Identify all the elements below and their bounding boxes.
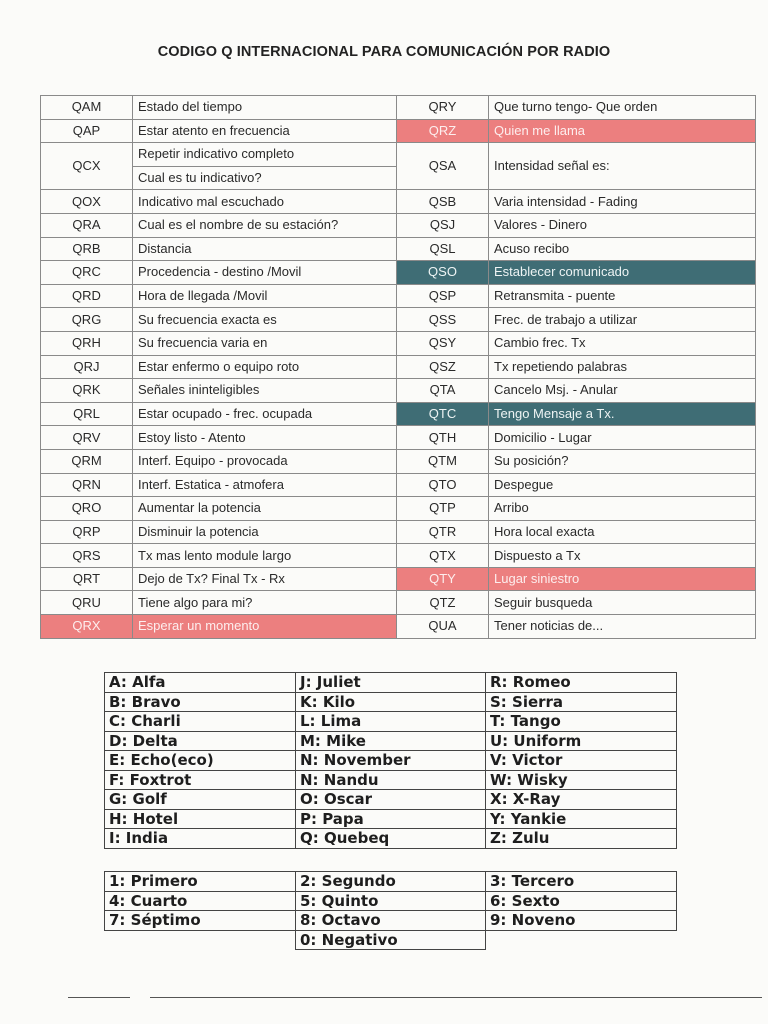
q-row xyxy=(41,119,756,143)
q-meaning: Cual es el nombre de su estación? xyxy=(133,213,397,237)
alphabet-cell: U: Uniform xyxy=(486,731,677,751)
q-meaning: Quien me llama xyxy=(489,119,756,143)
alphabet-cell: B: Bravo xyxy=(105,692,296,712)
q-code: QRV xyxy=(41,426,133,450)
alphabet-cell: O: Oscar xyxy=(296,790,486,810)
alphabet-cell-row xyxy=(105,712,677,732)
q-meaning: Su frecuencia exacta es xyxy=(133,308,397,332)
q-code: QRD xyxy=(41,284,133,308)
alphabet-cell-row xyxy=(105,809,677,829)
q-code: QSP xyxy=(397,284,489,308)
q-row xyxy=(41,190,756,214)
q-row xyxy=(41,544,756,568)
q-code: QSA xyxy=(397,143,489,190)
q-row xyxy=(41,567,756,591)
q-meaning: Tengo Mensaje a Tx. xyxy=(489,402,756,426)
alphabet-cell: D: Delta xyxy=(105,731,296,751)
q-meaning: Hora local exacta xyxy=(489,520,756,544)
q-row xyxy=(41,143,756,190)
alphabet-cell-row xyxy=(105,731,677,751)
alphabet-cell: T: Tango xyxy=(486,712,677,732)
alphabet-cell: X: X-Ray xyxy=(486,790,677,810)
q-code: QTH xyxy=(397,426,489,450)
alphabet-cell: P: Papa xyxy=(296,809,486,829)
q-row xyxy=(41,520,756,544)
phonetic-alphabet-table xyxy=(104,672,677,849)
number-cell xyxy=(486,930,677,950)
number-cell: 6: Sexto xyxy=(486,891,677,911)
q-row xyxy=(41,591,756,615)
number-cell xyxy=(105,930,296,950)
alphabet-cell: S: Sierra xyxy=(486,692,677,712)
q-code: QOX xyxy=(41,190,133,214)
number-cell: 8: Octavo xyxy=(296,911,486,931)
q-code: QRS xyxy=(41,544,133,568)
q-code: QRM xyxy=(41,449,133,473)
q-meaning: Su posición? xyxy=(489,449,756,473)
q-code: QRC xyxy=(41,261,133,285)
q-code: QTO xyxy=(397,473,489,497)
q-meaning: Dejo de Tx? Final Tx - Rx xyxy=(133,567,397,591)
alphabet-cell: Z: Zulu xyxy=(486,829,677,849)
q-code: QSY xyxy=(397,331,489,355)
number-cell: 0: Negativo xyxy=(296,930,486,950)
number-cell: 1: Primero xyxy=(105,872,296,892)
q-meaning: Tx repetiendo palabras xyxy=(489,355,756,379)
q-meaning: Estar enfermo o equipo roto xyxy=(133,355,397,379)
number-cell-row xyxy=(105,872,677,892)
q-meaning: Arribo xyxy=(489,497,756,521)
number-cell: 9: Noveno xyxy=(486,911,677,931)
alphabet-cell: N: Nandu xyxy=(296,770,486,790)
q-code: QTM xyxy=(397,449,489,473)
q-code: QRO xyxy=(41,497,133,521)
q-meaning: Cancelo Msj. - Anular xyxy=(489,379,756,403)
q-row xyxy=(41,497,756,521)
number-cell: 2: Segundo xyxy=(296,872,486,892)
alphabet-cell: W: Wisky xyxy=(486,770,677,790)
alphabet-cell-row xyxy=(105,673,677,693)
alphabet-cell: Q: Quebeq xyxy=(296,829,486,849)
q-meaning: Que turno tengo- Que orden xyxy=(489,96,756,120)
q-meaning: Cambio frec. Tx xyxy=(489,331,756,355)
q-meaning: Estoy listo - Atento xyxy=(133,426,397,450)
q-code: QSB xyxy=(397,190,489,214)
q-code: QRT xyxy=(41,567,133,591)
q-meaning: Señales ininteligibles xyxy=(133,379,397,403)
q-code: QSL xyxy=(397,237,489,261)
q-code: QRJ xyxy=(41,355,133,379)
alphabet-cell: V: Victor xyxy=(486,751,677,771)
number-cell: 3: Tercero xyxy=(486,872,677,892)
q-code: QSJ xyxy=(397,213,489,237)
alphabet-cell: J: Juliet xyxy=(296,673,486,693)
alphabet-cell: L: Lima xyxy=(296,712,486,732)
number-cell-row xyxy=(105,891,677,911)
number-cell: 5: Quinto xyxy=(296,891,486,911)
number-cell: 4: Cuarto xyxy=(105,891,296,911)
q-code: QRH xyxy=(41,331,133,355)
alphabet-cell: G: Golf xyxy=(105,790,296,810)
q-row xyxy=(41,331,756,355)
number-cell-row xyxy=(105,930,677,950)
q-meaning: Esperar un momento xyxy=(133,615,397,639)
q-code: QTY xyxy=(397,567,489,591)
q-meaning: Frec. de trabajo a utilizar xyxy=(489,308,756,332)
q-meaning: Retransmita - puente xyxy=(489,284,756,308)
q-meaning: Estado del tiempo xyxy=(133,96,397,120)
page-title: CODIGO Q INTERNACIONAL PARA COMUNICACIÓN POR RADIO xyxy=(157,44,611,60)
q-meaning: Valores - Dinero xyxy=(489,213,756,237)
alphabet-cell: H: Hotel xyxy=(105,809,296,829)
alphabet-cell-row xyxy=(105,751,677,771)
alphabet-cell: A: Alfa xyxy=(105,673,296,693)
q-meaning: Varia intensidad - Fading xyxy=(489,190,756,214)
alphabet-cell: C: Charli xyxy=(105,712,296,732)
alphabet-cell-row xyxy=(105,692,677,712)
q-meaning: Despegue xyxy=(489,473,756,497)
q-row xyxy=(41,473,756,497)
q-code: QAM xyxy=(41,96,133,120)
q-meaning: Disminuir la potencia xyxy=(133,520,397,544)
alphabet-cell: N: November xyxy=(296,751,486,771)
q-row xyxy=(41,615,756,639)
alphabet-cell-row xyxy=(105,790,677,810)
q-row xyxy=(41,261,756,285)
numbers-table xyxy=(104,871,677,950)
q-row xyxy=(41,426,756,450)
q-code: QRN xyxy=(41,473,133,497)
number-cell: 7: Séptimo xyxy=(105,911,296,931)
q-code: QRY xyxy=(397,96,489,120)
q-meaning: Hora de llegada /Movil xyxy=(133,284,397,308)
q-meaning: Indicativo mal escuchado xyxy=(133,190,397,214)
alphabet-cell: F: Foxtrot xyxy=(105,770,296,790)
q-meaning: Interf. Estatica - atmofera xyxy=(133,473,397,497)
q-code: QRA xyxy=(41,213,133,237)
q-code: QTZ xyxy=(397,591,489,615)
q-code: QTX xyxy=(397,544,489,568)
q-code: QSO xyxy=(397,261,489,285)
alphabet-cell: M: Mike xyxy=(296,731,486,751)
alphabet-cell-row xyxy=(105,770,677,790)
q-code: QTR xyxy=(397,520,489,544)
q-meaning: Acuso recibo xyxy=(489,237,756,261)
q-meaning: Estar atento en frecuencia xyxy=(133,119,397,143)
q-row xyxy=(41,379,756,403)
q-row xyxy=(41,308,756,332)
alphabet-cell: I: India xyxy=(105,829,296,849)
q-code: QRB xyxy=(41,237,133,261)
q-meaning: Domicilio - Lugar xyxy=(489,426,756,450)
q-code: QRU xyxy=(41,591,133,615)
q-meaning: Establecer comunicado xyxy=(489,261,756,285)
alphabet-cell: K: Kilo xyxy=(296,692,486,712)
q-code: QRL xyxy=(41,402,133,426)
q-code: QCX xyxy=(41,143,133,190)
q-code: QAP xyxy=(41,119,133,143)
number-cell-row xyxy=(105,911,677,931)
q-code: QRK xyxy=(41,379,133,403)
q-meaning: Distancia xyxy=(133,237,397,261)
q-code: QTP xyxy=(397,497,489,521)
q-meaning: Su frecuencia varia en xyxy=(133,331,397,355)
q-row xyxy=(41,237,756,261)
q-code: QUA xyxy=(397,615,489,639)
q-meaning: Dispuesto a Tx xyxy=(489,544,756,568)
q-meaning: Aumentar la potencia xyxy=(133,497,397,521)
q-row xyxy=(41,402,756,426)
q-row xyxy=(41,96,756,120)
q-meaning: Seguir busqueda xyxy=(489,591,756,615)
footer-rule xyxy=(150,997,762,998)
alphabet-cell: R: Romeo xyxy=(486,673,677,693)
q-code: QTA xyxy=(397,379,489,403)
q-code: QRX xyxy=(41,615,133,639)
q-meaning: Procedencia - destino /Movil xyxy=(133,261,397,285)
q-meaning-line: Repetir indicativo completo xyxy=(138,146,295,162)
footer-rule-left xyxy=(68,997,130,998)
q-meaning: Tener noticias de... xyxy=(489,615,756,639)
q-row xyxy=(41,213,756,237)
q-row xyxy=(41,449,756,473)
q-code: QTC xyxy=(397,402,489,426)
alphabet-cell-row xyxy=(105,829,677,849)
q-code: QRG xyxy=(41,308,133,332)
q-meaning: Tiene algo para mi? xyxy=(133,591,397,615)
q-meaning: Estar ocupado - frec. ocupada xyxy=(133,402,397,426)
q-meaning: Lugar siniestro xyxy=(489,567,756,591)
q-meaning: Tx mas lento module largo xyxy=(133,544,397,568)
q-row xyxy=(41,284,756,308)
q-row xyxy=(41,355,756,379)
q-code: QRP xyxy=(41,520,133,544)
q-code: QSZ xyxy=(397,355,489,379)
q-code: QSS xyxy=(397,308,489,332)
q-meaning xyxy=(133,143,397,190)
alphabet-cell: Y: Yankie xyxy=(486,809,677,829)
q-meaning: Interf. Equipo - provocada xyxy=(133,449,397,473)
q-code: QRZ xyxy=(397,119,489,143)
alphabet-cell: E: Echo(eco) xyxy=(105,751,296,771)
q-code-table xyxy=(40,95,756,639)
q-meaning: Intensidad señal es: xyxy=(489,143,756,190)
q-meaning-line: Cual es tu indicativo? xyxy=(133,166,396,190)
